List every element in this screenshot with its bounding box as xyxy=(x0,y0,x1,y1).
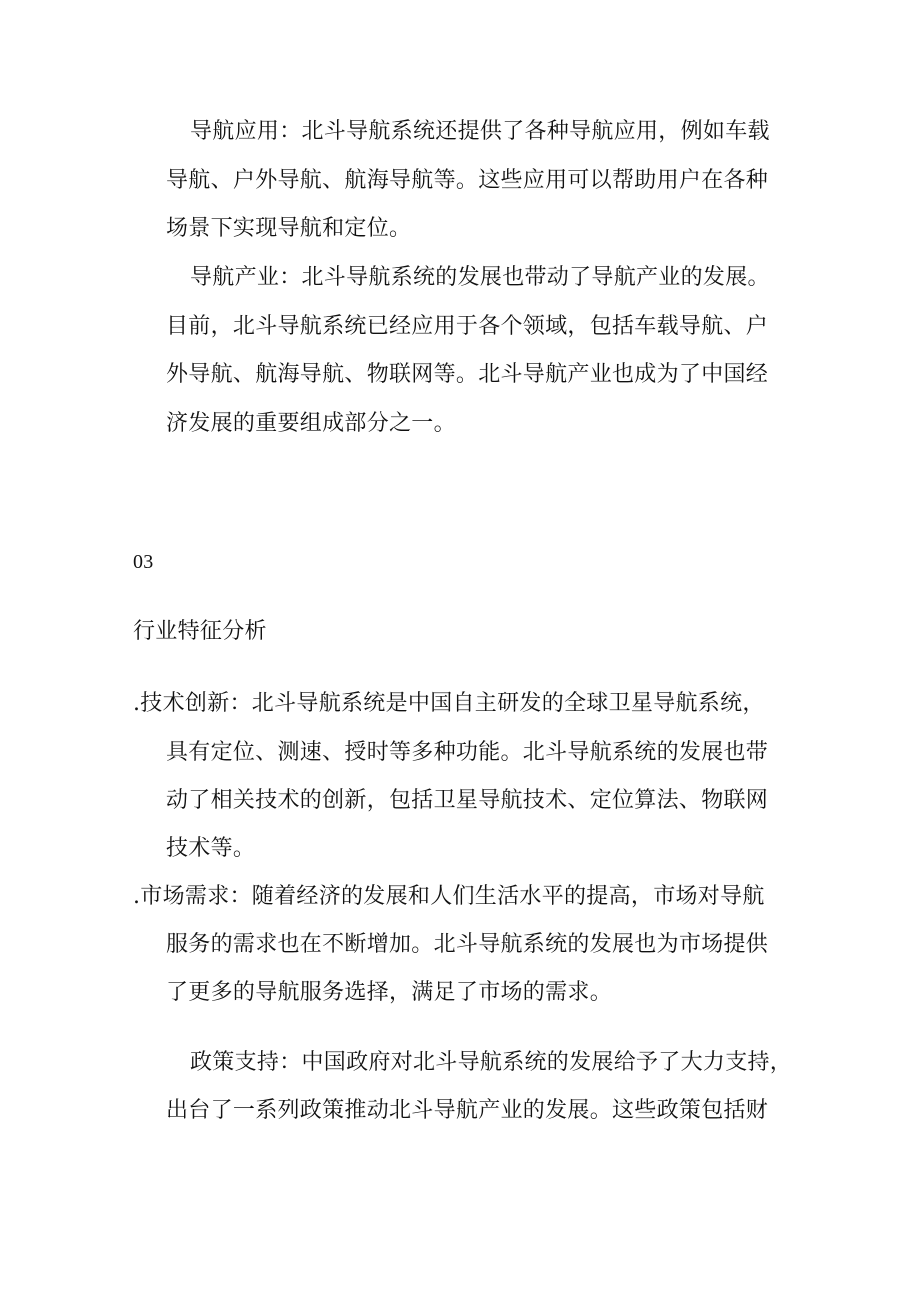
list-item-line: 技术等。 xyxy=(166,836,256,861)
list-item-line: 政策支持：中国政府对北斗导航系统的发展给予了大力支持， xyxy=(190,1050,793,1075)
section-title: 行业特征分析 xyxy=(133,619,267,644)
list-item-line: .市场需求：随着经济的发展和人们生活水平的提高，市场对导航 xyxy=(133,884,765,909)
paragraph-line: 导航、户外导航、航海导航等。这些应用可以帮助用户在各种 xyxy=(166,168,769,193)
list-item-line: 了更多的导航服务选择，满足了市场的需求。 xyxy=(166,980,613,1005)
paragraph-line: 导航应用：北斗导航系统还提供了各种导航应用，例如车载 xyxy=(190,119,770,144)
list-item-line: 出台了一系列政策推动北斗导航产业的发展。这些政策包括财 xyxy=(166,1098,769,1123)
paragraph-line: 济发展的重要组成部分之一。 xyxy=(166,411,456,436)
paragraph-line: 导航产业：北斗导航系统的发展也带动了导航产业的发展。 xyxy=(190,265,770,290)
list-item-line: 具有定位、测速、授时等多种功能。北斗导航系统的发展也带 xyxy=(166,740,769,765)
list-item-line: .技术创新：北斗导航系统是中国自主研发的全球卫星导航系统， xyxy=(133,691,765,716)
list-item-line: 动了相关技术的创新，包括卫星导航技术、定位算法、物联网 xyxy=(166,788,769,813)
list-item-line: 服务的需求也在不断增加。北斗导航系统的发展也为市场提供 xyxy=(166,932,769,957)
paragraph-line: 目前，北斗导航系统已经应用于各个领域，包括车载导航、户 xyxy=(166,314,769,339)
paragraph-line: 外导航、航海导航、物联网等。北斗导航产业也成为了中国经 xyxy=(166,362,769,387)
paragraph-line: 场景下实现导航和定位。 xyxy=(166,216,412,241)
section-number: 03 xyxy=(133,551,154,573)
